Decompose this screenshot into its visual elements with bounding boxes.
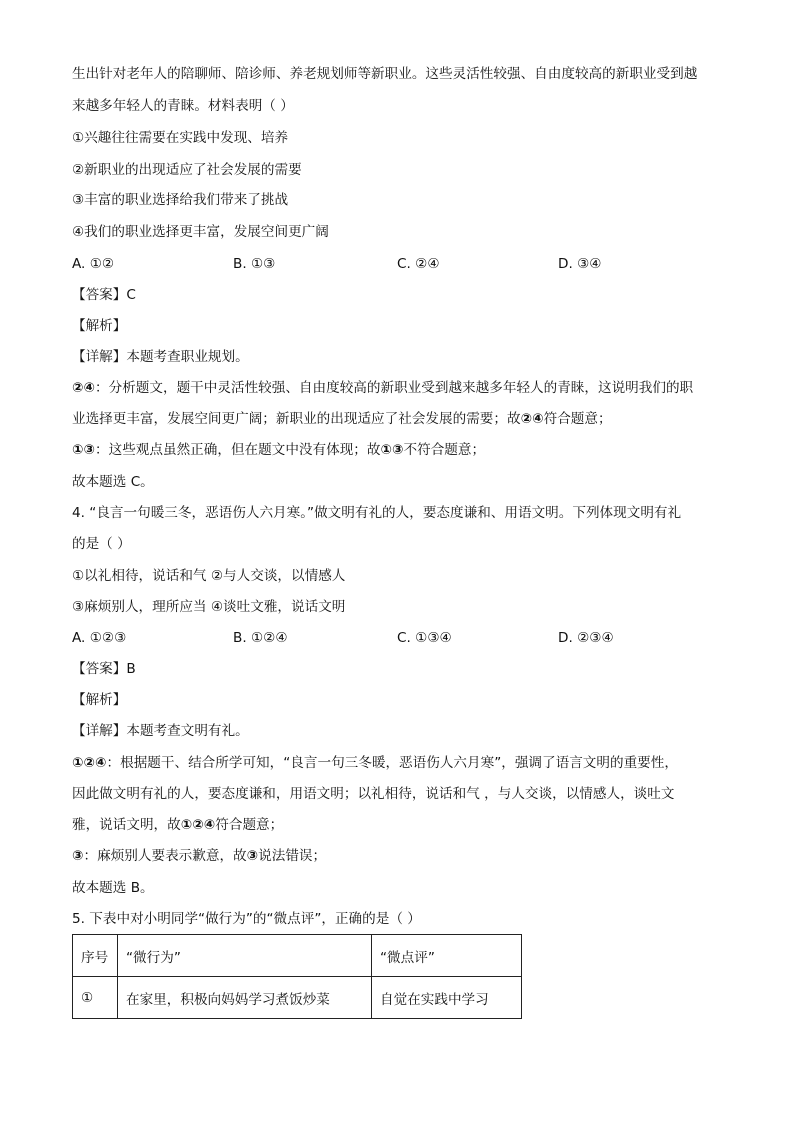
q3-option-b: B. ①③ (233, 256, 276, 272)
q3-option-c: C. ②④ (397, 256, 440, 272)
q3-option-d: D. ③④ (558, 256, 602, 272)
q4-exp1-line3-b: 符合题意； (215, 817, 284, 833)
table-cell: 在家里，积极向妈妈学习煮饭炒菜 (118, 977, 372, 1019)
q5-table (72, 934, 522, 1019)
q4-exp2-text-mark: ③ (246, 848, 259, 864)
q4-exp1-text: ：根据题干、结合所学可知，“良言一句三冬暖，恶语伤人六月寒”，强调了语言文明的重要性， (106, 755, 678, 771)
q4-exp2-text-a: ：麻烦别人要表示歉意，故 (83, 848, 247, 864)
q4-exp2-mark: ③ (72, 848, 84, 864)
q4-exp1-line3-mark: ①②④ (180, 817, 216, 833)
table-cell: 自觉在实践中学习 (372, 977, 522, 1019)
q4-stem-line-2: 的是（ ） (72, 536, 131, 552)
q3-exp1-line2-mark: ②④ (520, 411, 544, 427)
q3-item-2: ②新职业的出现适应了社会发展的需要 (72, 162, 302, 178)
q3-exp1-mark: ②④ (72, 380, 96, 396)
q3-explanation-2 (72, 440, 485, 460)
q4-detail: 【详解】本题考查文明有礼。 (72, 723, 249, 739)
q3-item-4: ④我们的职业选择更丰富，发展空间更广阔 (72, 224, 329, 240)
table-header-cell: 序号 (73, 935, 118, 977)
q4-option-d: D. ②③④ (558, 630, 614, 646)
q3-analysis-label: 【解析】 (72, 318, 127, 334)
table-row (73, 977, 522, 1019)
q3-exp1-text: ：分析题文，题干中灵活性较强、自由度较高的新职业受到越来越多年轻人的青睐，这说明我们的职 (95, 380, 694, 396)
q3-exp2-text-mark: ①③ (380, 442, 404, 458)
q3-item-1: ①兴趣往往需要在实践中发现、培养 (72, 130, 289, 146)
q4-exp1-mark: ①②④ (72, 755, 107, 771)
q3-answer: 【答案】C (72, 287, 136, 303)
q3-conclusion: 故本题选 C。 (72, 474, 154, 490)
q3-exp2-text-b: 不符合题意； (403, 442, 486, 458)
q4-option-a: A. ①②③ (72, 630, 127, 646)
q4-explanation-1-cont: 因此做文明有礼的人，要态度谦和，用语文明；以礼相待，说话和气 ，与人交谈，以情感人，谈吐文 (72, 786, 675, 802)
q3-exp2-text-a: ：这些观点虽然正确，但在题文中没有体现；故 (95, 442, 381, 458)
table-header-cell: “微点评” (372, 935, 522, 977)
q3-detail: 【详解】本题考查职业规划。 (72, 349, 249, 365)
q3-exp1-line2-a: 业选择更丰富，发展空间更广阔；新职业的出现适应了社会发展的需要；故 (72, 411, 521, 427)
table-header-cell: “微行为” (118, 935, 372, 977)
q4-stem-line-1: 4. “良言一句暖三冬，恶语伤人六月寒。”做文明有礼的人，要态度谦和、用语文明。下列体现文明有礼 (72, 505, 682, 521)
q5-stem: 5. 下表中对小明同学“做行为”的“微点评”，正确的是（ ） (72, 911, 421, 927)
q4-items-line-2: ③麻烦别人，理所应当 ④谈吐文雅，说话文明 (72, 599, 346, 615)
q4-explanation-1-cont-2 (72, 815, 283, 835)
q3-item-3: ③丰富的职业选择给我们带来了挑战 (72, 192, 289, 208)
q4-analysis-label: 【解析】 (72, 692, 127, 708)
q3-explanation-1-cont (72, 409, 612, 429)
q4-option-b: B. ①②④ (233, 630, 288, 646)
q4-explanation-2 (72, 846, 326, 866)
table-cell: ① (73, 977, 118, 1019)
q4-option-c: C. ①③④ (397, 630, 452, 646)
q3-stem-line-2: 来越多年轻人的青睐。材料表明（ ） (72, 98, 294, 114)
q3-exp2-mark: ①③ (72, 442, 96, 458)
q3-stem-line-1: 生出针对老年人的陪聊师、陪诊师、养老规划师等新职业。这些灵活性较强、自由度较高的新职业受到越 (72, 66, 698, 82)
q4-conclusion: 故本题选 B。 (72, 880, 154, 896)
q4-explanation-1 (72, 753, 678, 773)
q4-exp2-text-b: 说法错误； (258, 848, 327, 864)
q3-exp1-line2-b: 符合题意； (543, 411, 612, 427)
table-header-row (73, 935, 522, 977)
q4-answer: 【答案】B (72, 661, 136, 677)
q4-items-line-1: ①以礼相待，说话和气 ②与人交谈，以情感人 (72, 568, 346, 584)
q4-exp1-line3-a: 雅，说话文明，故 (72, 817, 181, 833)
q3-explanation-1 (72, 378, 693, 398)
q3-option-a: A. ①② (72, 256, 115, 272)
